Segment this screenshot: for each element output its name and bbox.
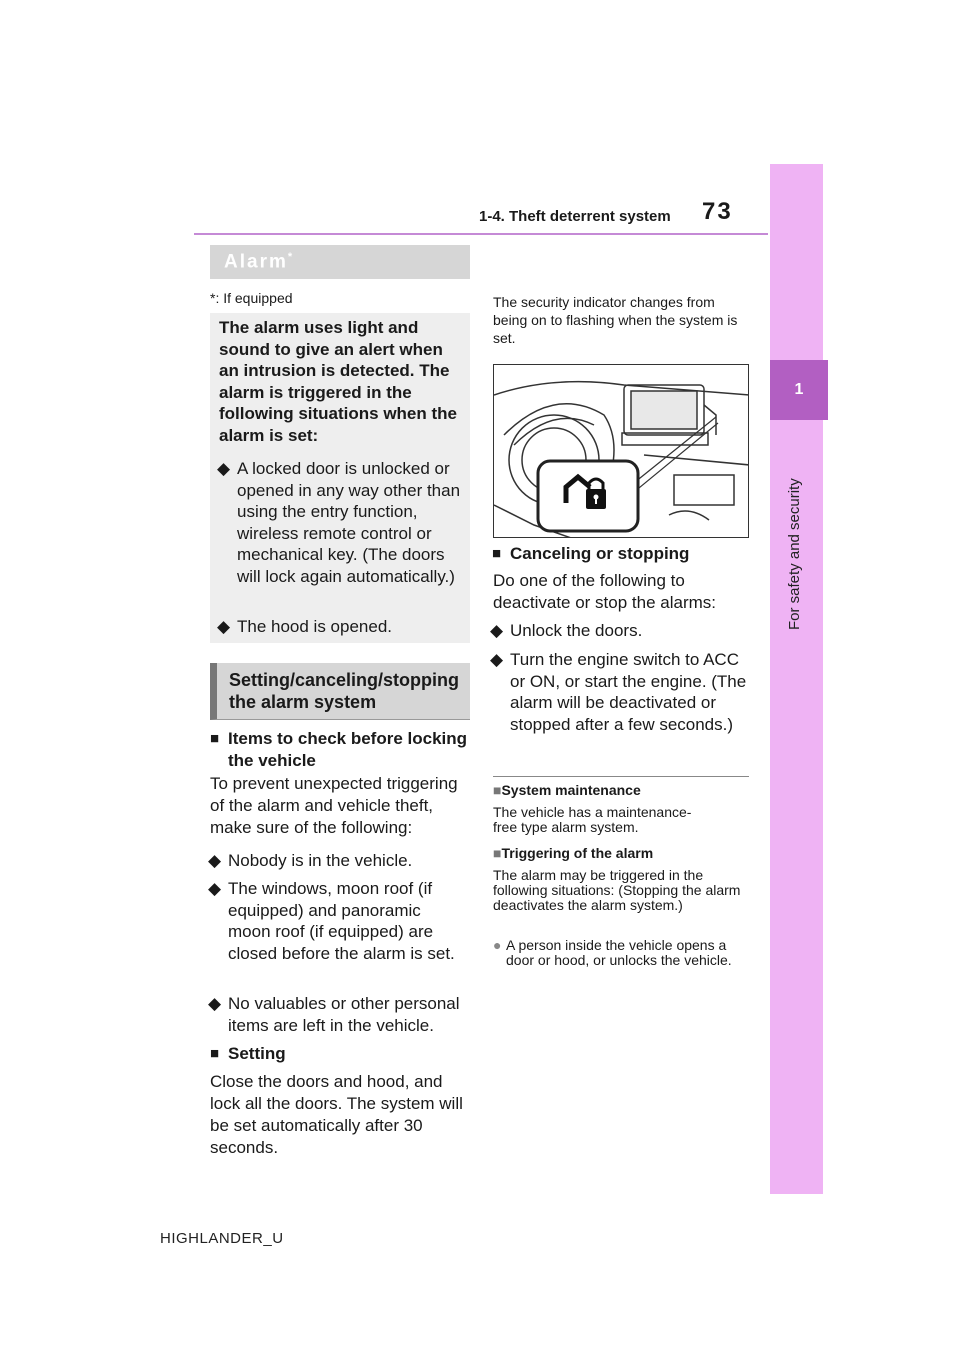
bullet-icon: ◆ xyxy=(217,617,231,636)
cancel-item: ◆ Unlock the doors. xyxy=(490,621,643,640)
alarm-intro: The alarm uses light and sound to give an alert when an intrusion is detected. The alarm is triggered in the following situations when the alarm is set: xyxy=(219,318,457,445)
check-item: ◆ Nobody is in the vehicle. xyxy=(208,851,413,870)
items-intro: To prevent unexpected triggering of the alarm and vehicle theft, make sure of the following: xyxy=(210,774,458,837)
bullet-icon: ◆ xyxy=(217,459,231,478)
bullet-icon: ◆ xyxy=(490,621,504,640)
triggering-item: ● A person inside the vehicle opens a door or hood, or unlocks the vehicle. xyxy=(493,937,732,968)
check-item: ◆ No valuables or other personal items are left in the vehicle. xyxy=(208,994,460,1035)
setting-title: Setting/canceling/stopping the alarm system xyxy=(229,670,460,712)
indicator-note: The security indicator changes from being on to flashing when the system is set. xyxy=(493,294,738,346)
square-icon: ■ xyxy=(493,782,502,798)
maintenance-text: The vehicle has a maintenance-free type alarm system. xyxy=(493,804,692,835)
alarm-section-header xyxy=(210,245,470,279)
bullet-icon: ◆ xyxy=(490,650,504,669)
triggering-heading: ■Triggering of the alarm xyxy=(493,845,654,861)
setting-text: Close the doors and hood, and lock all the doors. The system will be set automatically after 30 seconds. xyxy=(210,1072,463,1157)
page-number: 73 xyxy=(702,198,733,225)
circle-bullet-icon: ● xyxy=(493,937,502,953)
square-icon: ■ xyxy=(493,845,502,861)
cancel-heading: ■ Canceling or stopping xyxy=(492,544,690,563)
bullet-icon: ◆ xyxy=(208,851,222,870)
chapter-number: 1 xyxy=(770,360,828,420)
square-icon: ■ xyxy=(492,545,502,562)
square-icon: ■ xyxy=(210,1045,220,1062)
alarm-title: Alarm xyxy=(224,251,288,273)
cancel-text: Do one of the following to deactivate or stop the alarms: xyxy=(493,571,717,612)
setting-section-header xyxy=(210,663,470,720)
bullet-icon: ◆ xyxy=(208,994,222,1013)
dashboard-illustration xyxy=(493,364,749,538)
items-heading: ■ Items to check before locking the vehicle xyxy=(210,729,468,770)
bullet-icon: ◆ xyxy=(208,879,222,898)
check-item: ◆ The windows, moon roof (if equipped) and panoramic moon roof (if equipped) are closed before the alarm is set. xyxy=(208,879,455,963)
setting-heading: ■ Setting xyxy=(210,1044,286,1063)
dashboard-drawing xyxy=(494,365,749,538)
maintenance-heading: ■System maintenance xyxy=(493,782,641,798)
square-icon: ■ xyxy=(210,730,220,747)
section-title: 1-4. Theft deterrent system xyxy=(479,208,671,225)
footnote: *: If equipped xyxy=(210,290,293,306)
triggering-text: The alarm may be triggered in the following situations: (Stopping the alarm deactivates the alarm system.) xyxy=(493,867,741,913)
trigger-item: ◆ A locked door is unlocked or opened in any way other than using the entry function, wireless remote control or mechanical key. (The doors will lock again automatically.) xyxy=(217,459,461,586)
model-code: HIGHLANDER_U xyxy=(160,1230,284,1247)
alarm-title-mark: * xyxy=(287,250,295,263)
cancel-item: ◆ Turn the engine switch to ACC or ON, or start the engine. (The alarm will be deactivated or stopped after a few seconds.) xyxy=(490,650,747,734)
trigger-item: ◆ The hood is opened. xyxy=(217,617,393,636)
chapter-side-tab xyxy=(770,164,823,1194)
notes-divider xyxy=(493,776,749,777)
chapter-label: For safety and security xyxy=(786,478,803,630)
header-rule xyxy=(194,233,768,235)
